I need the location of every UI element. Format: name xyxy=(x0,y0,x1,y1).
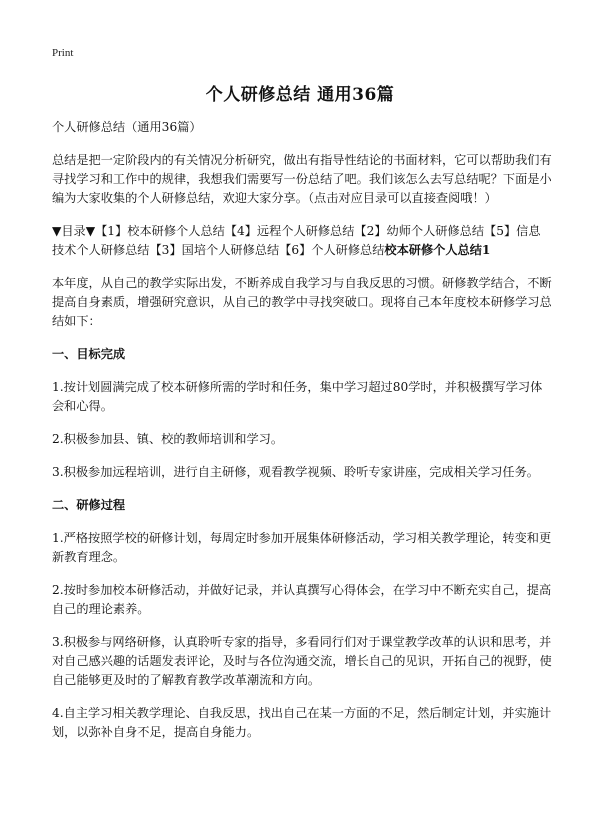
list-item: 2.积极参加县、镇、校的教师培训和学习。 xyxy=(52,432,284,446)
article-heading: 校本研修个人总结1 xyxy=(384,243,491,257)
toc-link-4[interactable]: 【4】远程个人研修总结 xyxy=(224,224,355,238)
list-item: 3.积极参加远程培训，进行自主研修，观看教学视频、聆听专家讲座，完成相关学习任务。 xyxy=(52,465,539,479)
section-1-heading: 一、目标完成 xyxy=(52,347,126,361)
toc-link-1[interactable]: 【1】校本研修个人总结 xyxy=(95,224,225,238)
toc-link-6[interactable]: 【6】个人研修总结 xyxy=(279,243,385,257)
list-item: 1.按计划圆满完成了校本研修所需的学时和任务，集中学习超过80学时，并积极撰写学习体会和心得。 xyxy=(52,380,543,413)
toc-prefix: ▼目录▼ xyxy=(52,224,96,238)
print-link[interactable]: Print xyxy=(52,47,74,59)
paragraph-1: 本年度，从自己的教学实际出发，不断养成自我学习与自我反思的习惯。研修教学结合，不断提高自身素质，增强研究意识，从自己的教学中寻找突破口。现将自己本年度校本研修学习总结如下： xyxy=(52,276,552,328)
article-body xyxy=(52,118,552,756)
list-item: 4.自主学习相关教学理论、自我反思，找出自己在某一方面的不足，然后制定计划，并实施计划，以弥补自身不足，提高自身能力。 xyxy=(52,706,552,739)
toc-link-3[interactable]: 【3】国培个人研修总结 xyxy=(149,243,280,257)
intro-paragraph: 总结是把一定阶段内的有关情况分析研究，做出有指导性结论的书面材料，它可以帮助我们有寻找学习和工作中的规律，我想我们需要写一份总结了吧。我们该怎么去写总结呢？下面是小编为大家收集的个人研修总结，欢迎大家分享。（点击对应目录可以直接查阅哦！） xyxy=(52,153,552,205)
article-subtitle: 个人研修总结（通用36篇） xyxy=(52,120,202,134)
section-2-heading: 二、研修过程 xyxy=(52,498,126,512)
list-item: 2.按时参加校本研修活动，并做好记录，并认真撰写心得体会，在学习中不断充实自己，提高自己的理论素养。 xyxy=(52,583,552,616)
page-title: 个人研修总结 通用36篇 xyxy=(205,85,395,105)
table-of-contents xyxy=(52,222,552,260)
list-item: 3.积极参与网络研修，认真聆听专家的指导，多看同行们对于课堂教学改革的认识和思考，并对自己感兴趣的话题发表评论，及时与各位沟通交流，增长自己的见识，开拓自己的视野，使自己能够更及时的了解教育教学改革潮流和方向。 xyxy=(52,635,552,687)
toc-link-2[interactable]: 【2】幼师个人研修总结 xyxy=(354,224,485,238)
list-item: 1.严格按照学校的研修计划，每周定时参加开展集体研修活动，学习相关教学理论，转变和更新教育理念。 xyxy=(52,531,552,564)
toc-link-5[interactable]: 【5】信息技术个人研修总结 xyxy=(52,224,541,257)
